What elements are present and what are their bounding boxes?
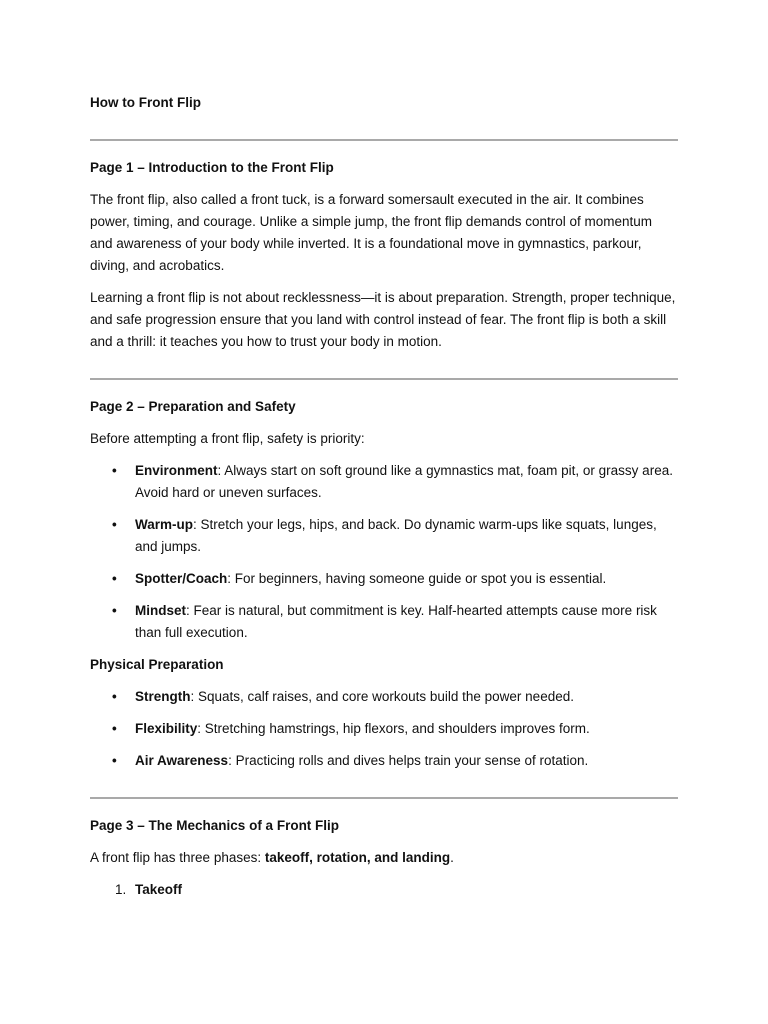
list-item-text: : For beginners, having someone guide or spot you is essential.: [227, 571, 607, 586]
list-item: [90, 514, 678, 558]
list-item-term: Environment: [135, 463, 218, 478]
list-item: [90, 600, 678, 644]
phase-list: [90, 879, 678, 901]
list-item-text: : Stretch your legs, hips, and back. Do dynamic warm-ups like squats, lunges, and jumps.: [135, 517, 657, 554]
physical-list: [90, 686, 678, 772]
mechanics-intro-suffix: .: [450, 850, 454, 865]
list-item-term: Warm-up: [135, 517, 193, 532]
list-item-term: Strength: [135, 689, 191, 704]
list-item: [90, 686, 678, 708]
list-item-text: : Practicing rolls and dives helps train your sense of rotation.: [228, 753, 589, 768]
section-divider: [90, 139, 678, 141]
list-item: [90, 750, 678, 772]
bullet-icon: •: [112, 571, 117, 586]
safety-list: [90, 460, 678, 644]
section-divider: [90, 378, 678, 380]
bullet-icon: •: [112, 753, 117, 768]
mechanics-intro: [90, 847, 678, 869]
list-item: [90, 568, 678, 590]
document-title: How to Front Flip: [90, 95, 201, 110]
bullet-icon: •: [112, 517, 117, 532]
bullet-icon: •: [112, 463, 117, 478]
bullet-icon: •: [112, 603, 117, 618]
list-item-text: : Always start on soft ground like a gymnastics mat, foam pit, or grassy area. Avoid hard or uneven surfaces.: [135, 463, 673, 500]
list-item-term: Spotter/Coach: [135, 571, 228, 586]
list-item-term: Air Awareness: [135, 753, 229, 768]
list-item: [90, 879, 678, 901]
list-item-text: : Fear is natural, but commitment is key. Half-hearted attempts cause more risk than full execution.: [135, 603, 657, 640]
list-item-term: Mindset: [135, 603, 187, 618]
intro-paragraph-1: The front flip, also called a front tuck, is a forward somersault executed in the air. It combines power, timing, and courage. Unlike a simple jump, the front flip demands control of momentum and awareness of your body while inverted. It is a foundational move in gymnastics, parkour, diving, and acrobatics.: [90, 192, 653, 273]
mechanics-intro-prefix: A front flip has three phases:: [90, 850, 265, 865]
bullet-icon: •: [112, 689, 117, 704]
step-number: 1.: [115, 882, 127, 897]
section-heading-preparation: Page 2 – Preparation and Safety: [90, 399, 296, 414]
bullet-icon: •: [112, 721, 117, 736]
safety-intro: Before attempting a front flip, safety is priority:: [90, 431, 365, 446]
section-heading-intro: Page 1 – Introduction to the Front Flip: [90, 160, 334, 175]
list-item-text: : Stretching hamstrings, hip flexors, and shoulders improves form.: [197, 721, 590, 736]
list-item: [90, 718, 678, 740]
list-item-text: : Squats, calf raises, and core workouts build the power needed.: [190, 689, 574, 704]
physical-preparation-heading: Physical Preparation: [90, 657, 224, 672]
list-item-term: Flexibility: [135, 721, 198, 736]
section-divider: [90, 797, 678, 799]
section-heading-mechanics: Page 3 – The Mechanics of a Front Flip: [90, 818, 340, 833]
intro-paragraph-2: Learning a front flip is not about recklessness—it is about preparation. Strength, proper technique, and safe progression ensure that you land with control instead of fear. The front flip is both a skill and a thrill: it teaches you how to trust your body in motion.: [90, 290, 676, 349]
list-item: [90, 460, 678, 504]
step-label: Takeoff: [135, 882, 183, 897]
mechanics-intro-phases: takeoff, rotation, and landing: [264, 850, 451, 865]
